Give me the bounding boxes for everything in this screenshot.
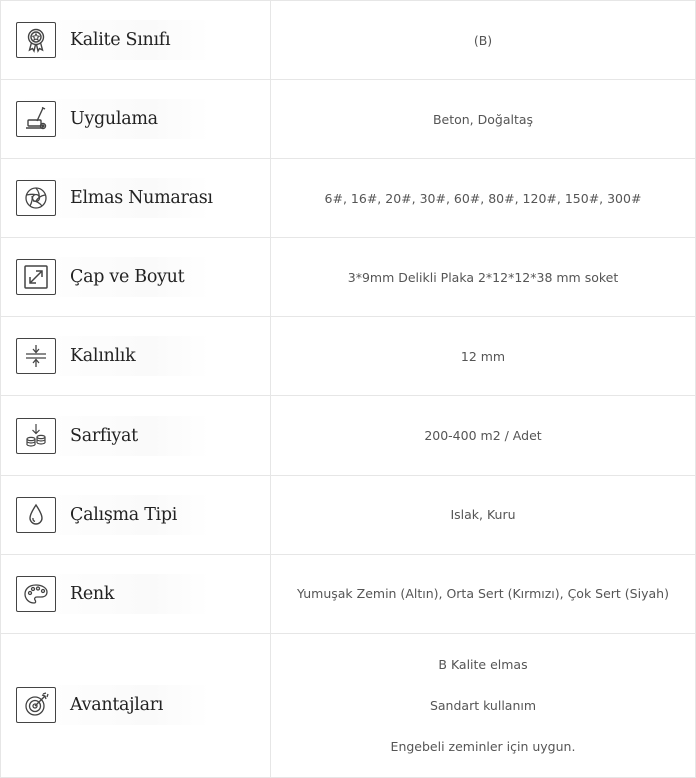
color-palette-icon xyxy=(16,576,56,612)
spec-value: 200-400 m2 / Adet xyxy=(271,396,696,475)
spec-row-renk xyxy=(1,554,696,633)
spec-label-cell xyxy=(1,1,271,80)
spec-label: Renk xyxy=(70,583,115,604)
spec-row-cap xyxy=(1,238,696,317)
advantage-item: B Kalite elmas xyxy=(438,656,528,672)
advantage-item: Engebeli zeminler için uygun. xyxy=(390,738,576,754)
thickness-icon xyxy=(16,338,56,374)
spec-label: Elmas Numarası xyxy=(70,188,213,209)
spec-value: Islak, Kuru xyxy=(271,475,696,554)
spec-row-kalite xyxy=(1,1,696,80)
spec-value: Beton, Doğaltaş xyxy=(271,80,696,159)
spec-label-cell xyxy=(1,554,271,633)
diamond-disc-icon xyxy=(16,180,56,216)
spec-label-cell xyxy=(1,238,271,317)
spec-label: Kalite Sınıfı xyxy=(70,30,171,51)
spec-value: 3*9mm Delikli Plaka 2*12*12*38 mm soket xyxy=(271,238,696,317)
spec-value xyxy=(271,633,696,777)
spec-row-calisma-tipi xyxy=(1,475,696,554)
spec-label: Avantajları xyxy=(70,695,164,716)
spec-row-uygulama xyxy=(1,80,696,159)
spec-value: 6#, 16#, 20#, 30#, 60#, 80#, 120#, 150#, 300# xyxy=(271,159,696,238)
spec-label: Çalışma Tipi xyxy=(70,504,178,525)
spec-row-avantajlar xyxy=(1,633,696,777)
spec-label-cell xyxy=(1,396,271,475)
water-drop-icon xyxy=(16,497,56,533)
spec-value: (B) xyxy=(271,1,696,80)
spec-row-sarfiyat xyxy=(1,396,696,475)
spec-label: Çap ve Boyut xyxy=(70,267,185,288)
spec-row-kalinlik xyxy=(1,317,696,396)
spec-label-cell xyxy=(1,159,271,238)
spec-value: 12 mm xyxy=(271,317,696,396)
floor-polisher-icon xyxy=(16,101,56,137)
spec-label: Uygulama xyxy=(70,109,158,130)
spec-row-elmas xyxy=(1,159,696,238)
spec-label-cell xyxy=(1,475,271,554)
spec-label-cell xyxy=(1,633,271,777)
spec-label: Kalınlık xyxy=(70,346,136,367)
spec-label-cell xyxy=(1,317,271,396)
resize-arrow-icon xyxy=(16,259,56,295)
target-arrow-icon xyxy=(16,687,56,723)
coin-stack-download-icon xyxy=(16,418,56,454)
advantage-item: Sandart kullanım xyxy=(429,697,537,713)
award-badge-icon xyxy=(16,22,56,58)
spec-label-cell xyxy=(1,80,271,159)
spec-value: Yumuşak Zemin (Altın), Orta Sert (Kırmızı), Çok Sert (Siyah) xyxy=(271,554,696,633)
spec-label: Sarfiyat xyxy=(70,425,138,446)
